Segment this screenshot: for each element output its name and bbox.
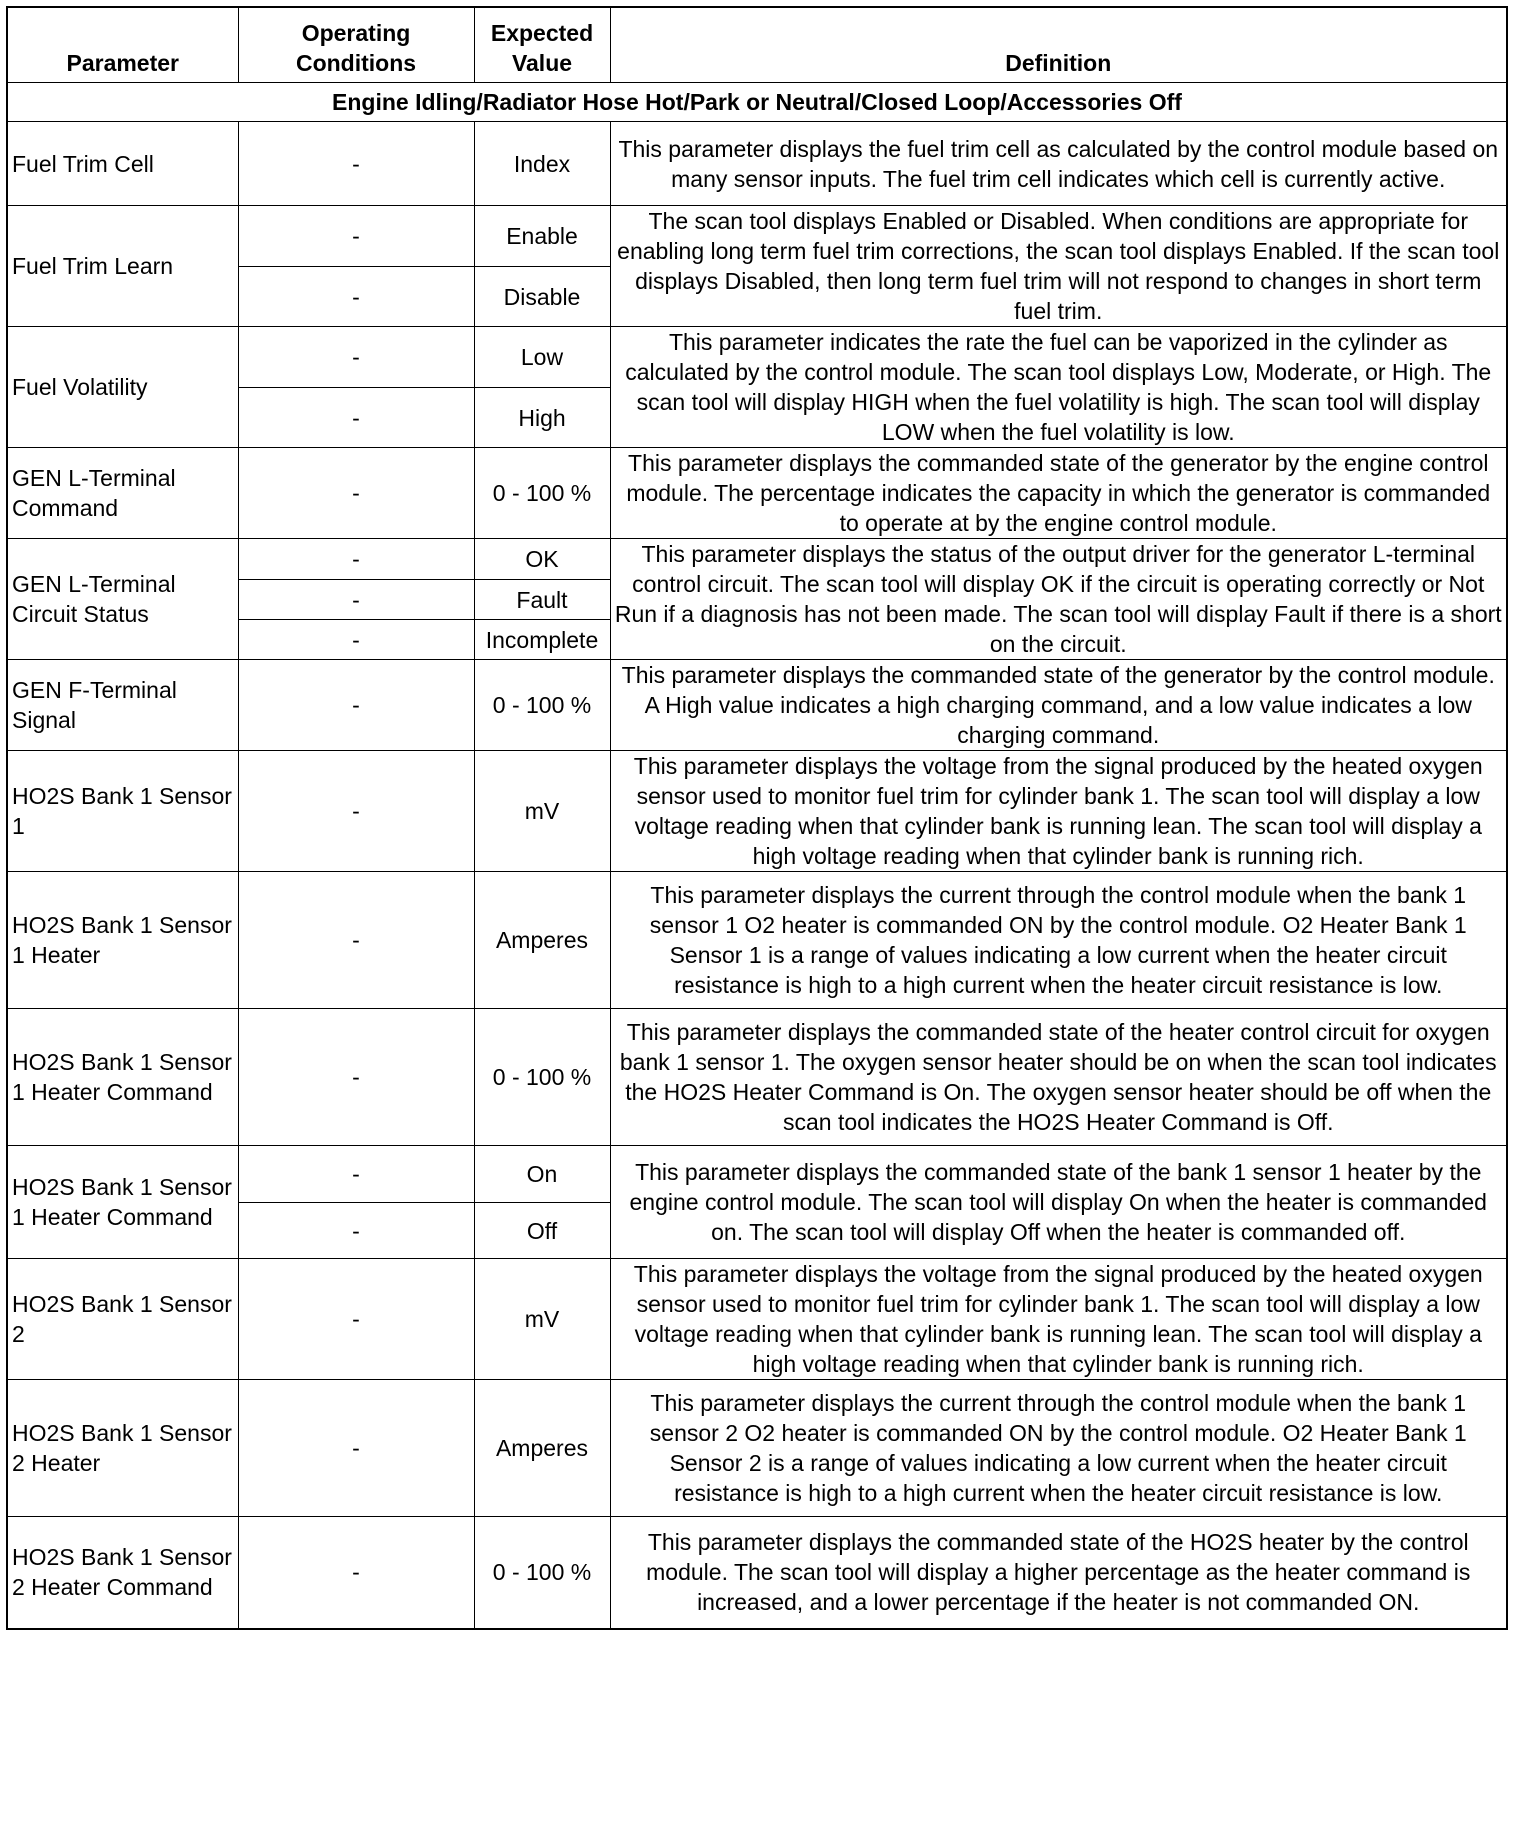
definition-cell: The scan tool displays Enabled or Disabled. When conditions are appropriate for enabling long term fuel trim corrections, the scan tool displays Enabled. If the scan tool displays Disabled, then long term fuel trim will not respond to changes in short term fuel trim. [610, 206, 1507, 327]
parameter-cell: HO2S Bank 1 Sensor 1 Heater [7, 872, 238, 1009]
parameter-cell: Fuel Volatility [7, 327, 238, 448]
parameter-cell: Fuel Trim Learn [7, 206, 238, 327]
table-row [7, 872, 1507, 1009]
definition-cell: This parameter displays the voltage from the signal produced by the heated oxygen sensor used to monitor fuel trim for cylinder bank 1. The scan tool will display a low voltage reading when that cylinder bank is running lean. The scan tool will display a high voltage reading when that cylinder bank is running rich. [610, 1259, 1507, 1380]
parameter-cell: HO2S Bank 1 Sensor 1 [7, 751, 238, 872]
parameter-cell: HO2S Bank 1 Sensor 1 Heater Command [7, 1146, 238, 1259]
table-body [7, 83, 1507, 1629]
table-row [7, 1380, 1507, 1517]
expected-value-cell: 0 - 100 % [474, 1009, 610, 1146]
expected-value-cell: Index [474, 122, 610, 206]
definition-cell: This parameter displays the current through the control module when the bank 1 sensor 1 O2 heater is commanded ON by the control module. O2 Heater Bank 1 Sensor 1 is a range of values indicating a low current when the heater circuit resistance is high to a high current when the heater circuit resistance is low. [610, 872, 1507, 1009]
definition-cell: This parameter indicates the rate the fuel can be vaporized in the cylinder as calculated by the control module. The scan tool displays Low, Moderate, or High. The scan tool will display HIGH when the fuel volatility is high. The scan tool will display LOW when the fuel volatility is low. [610, 327, 1507, 448]
definition-cell: This parameter displays the commanded state of the heater control circuit for oxygen bank 1 sensor 1. The oxygen sensor heater should be on when the scan tool indicates the HO2S Heater Command is On. The oxygen sensor heater should be off when the scan tool indicates the HO2S Heater Command is Off. [610, 1009, 1507, 1146]
operating-condition-cell: - [238, 1259, 474, 1380]
definition-cell: This parameter displays the commanded state of the bank 1 sensor 1 heater by the engine control module. The scan tool will display On when the heater is commanded on. The scan tool will display Off when the heater is commanded off. [610, 1146, 1507, 1259]
operating-condition-cell: - [238, 1009, 474, 1146]
table-row [7, 539, 1507, 580]
expected-value-cell: Low [474, 327, 610, 388]
expected-value-cell: Amperes [474, 1380, 610, 1517]
operating-condition-cell: - [238, 539, 474, 580]
table-row [7, 448, 1507, 539]
header-row [7, 7, 1507, 83]
expected-value-cell: mV [474, 1259, 610, 1380]
operating-condition-cell: - [238, 1517, 474, 1629]
table-row [7, 1009, 1507, 1146]
operating-condition-cell: - [238, 660, 474, 751]
expected-value-cell: Amperes [474, 872, 610, 1009]
operating-condition-cell: - [238, 327, 474, 388]
operating-condition-cell: - [238, 1380, 474, 1517]
header-operating-conditions: Operating Conditions [238, 7, 474, 83]
parameter-table [6, 6, 1508, 1630]
operating-condition-cell: - [238, 872, 474, 1009]
expected-value-cell: 0 - 100 % [474, 448, 610, 539]
table-row [7, 660, 1507, 751]
table-row [7, 122, 1507, 206]
table-row [7, 751, 1507, 872]
parameter-cell: GEN L-Terminal Circuit Status [7, 539, 238, 660]
operating-condition-cell: - [238, 1146, 474, 1203]
operating-condition-cell: - [238, 122, 474, 206]
parameter-cell: HO2S Bank 1 Sensor 2 Heater [7, 1380, 238, 1517]
table-row [7, 1517, 1507, 1629]
operating-condition-cell: - [238, 267, 474, 327]
definition-cell: This parameter displays the commanded state of the HO2S heater by the control module. The scan tool will display a higher percentage as the heater command is increased, and a lower percentage if the heater is not commanded ON. [610, 1517, 1507, 1629]
expected-value-cell: Off [474, 1203, 610, 1259]
definition-cell: This parameter displays the current through the control module when the bank 1 sensor 2 O2 heater is commanded ON by the control module. O2 Heater Bank 1 Sensor 2 is a range of values indicating a low current when the heater circuit resistance is high to a high current when the heater circuit resistance is low. [610, 1380, 1507, 1517]
definition-cell: This parameter displays the voltage from the signal produced by the heated oxygen sensor used to monitor fuel trim for cylinder bank 1. The scan tool will display a low voltage reading when that cylinder bank is running lean. The scan tool will display a high voltage reading when that cylinder bank is running rich. [610, 751, 1507, 872]
operating-condition-cell: - [238, 751, 474, 872]
parameter-cell: GEN L-Terminal Command [7, 448, 238, 539]
table-row [7, 327, 1507, 388]
expected-value-cell: Enable [474, 206, 610, 267]
parameter-cell: Fuel Trim Cell [7, 122, 238, 206]
parameter-cell: HO2S Bank 1 Sensor 2 Heater Command [7, 1517, 238, 1629]
section-label: Engine Idling/Radiator Hose Hot/Park or Neutral/Closed Loop/Accessories Off [7, 83, 1507, 122]
definition-cell: This parameter displays the fuel trim cell as calculated by the control module based on many sensor inputs. The fuel trim cell indicates which cell is currently active. [610, 122, 1507, 206]
expected-value-cell: Disable [474, 267, 610, 327]
expected-value-cell: 0 - 100 % [474, 1517, 610, 1629]
operating-condition-cell: - [238, 1203, 474, 1259]
header-parameter: Parameter [7, 7, 238, 83]
parameter-cell: GEN F-Terminal Signal [7, 660, 238, 751]
table-row [7, 1259, 1507, 1380]
header-definition: Definition [610, 7, 1507, 83]
definition-cell: This parameter displays the commanded state of the generator by the control module. A High value indicates a high charging command, and a low value indicates a low charging command. [610, 660, 1507, 751]
expected-value-cell: 0 - 100 % [474, 660, 610, 751]
expected-value-cell: Fault [474, 580, 610, 620]
expected-value-cell: On [474, 1146, 610, 1203]
table-row [7, 1146, 1507, 1203]
expected-value-cell: High [474, 388, 610, 448]
operating-condition-cell: - [238, 620, 474, 660]
table-row [7, 206, 1507, 267]
definition-cell: This parameter displays the status of the output driver for the generator L-terminal control circuit. The scan tool will display OK if the circuit is operating correctly or Not Run if a diagnosis has not been made. The scan tool will display Fault if there is a short on the circuit. [610, 539, 1507, 660]
operating-condition-cell: - [238, 580, 474, 620]
expected-value-cell: Incomplete [474, 620, 610, 660]
parameter-cell: HO2S Bank 1 Sensor 2 [7, 1259, 238, 1380]
definition-cell: This parameter displays the commanded state of the generator by the engine control module. The percentage indicates the capacity in which the generator is commanded to operate at by the engine control module. [610, 448, 1507, 539]
operating-condition-cell: - [238, 388, 474, 448]
expected-value-cell: mV [474, 751, 610, 872]
expected-value-cell: OK [474, 539, 610, 580]
operating-condition-cell: - [238, 206, 474, 267]
header-expected-value: Expected Value [474, 7, 610, 83]
section-row [7, 83, 1507, 122]
operating-condition-cell: - [238, 448, 474, 539]
parameter-cell: HO2S Bank 1 Sensor 1 Heater Command [7, 1009, 238, 1146]
